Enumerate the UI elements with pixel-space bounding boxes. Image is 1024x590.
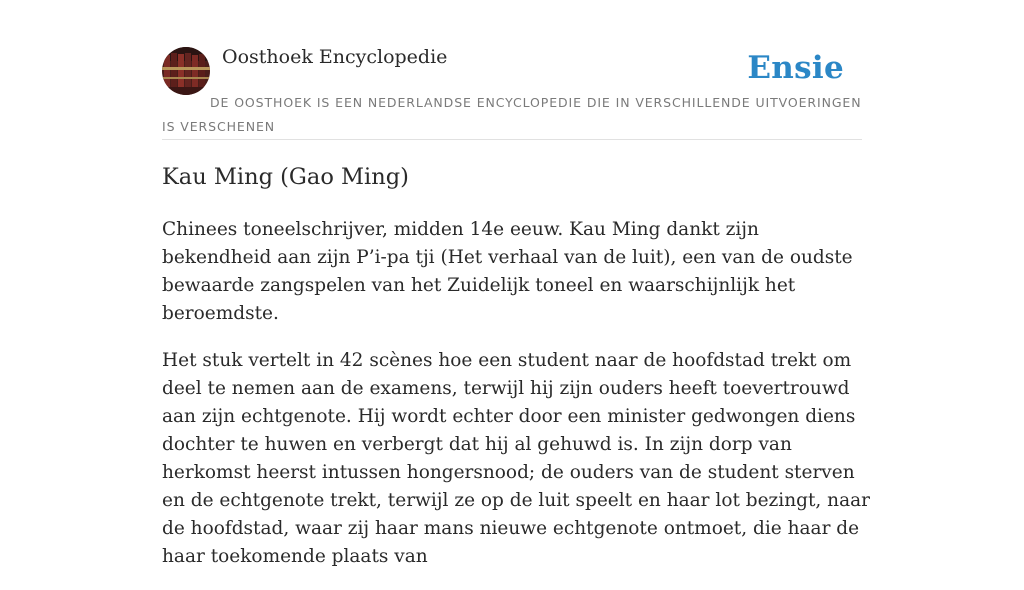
article-paragraph: Chinees toneelschrijver, midden 14e eeuw. Kau Ming dankt zijn bekendheid aan zijn P’i-pa tji (Het verhaal van de luit), een van de oudste bewaarde zangspelen van het Zuidelijk toneel en waarschijnlijk het beroemdste. xyxy=(162,219,853,324)
header-divider xyxy=(162,139,862,140)
ensie-logo[interactable]: Ensie xyxy=(747,50,844,86)
publication-description: DE OOSTHOEK IS EEN NEDERLANDSE ENCYCLOPEDIE DIE IN VERSCHILLENDE UITVOERINGEN IS VERSCHENEN xyxy=(162,95,862,134)
article-paragraph: Het stuk vertelt in 42 scènes hoe een student naar de hoofdstad trekt om deel te nemen aan de examens, terwijl hij zijn ouders heeft toevertrouwd aan zijn echtgenote. Hij wordt echter door een minister gedwongen diens dochter te huwen en verbergt dat hij al gehuwd is. In zijn dorp van herkomst heerst intussen hongersnood; de ouders van de student sterven en de echtgenote trekt, terwijl ze op de luit speelt en haar lot bezingt, naar de hoofdstad, waar zij haar mans nieuwe echtgenote ontmoet, die haar de haar toekomende plaats van xyxy=(162,350,870,567)
article-body xyxy=(162,216,872,590)
publication-name[interactable]: Oosthoek Encyclopedie xyxy=(222,46,448,68)
article-title: Kau Ming (Gao Ming) xyxy=(162,164,409,190)
encyclopedia-books-icon[interactable] xyxy=(162,47,210,95)
